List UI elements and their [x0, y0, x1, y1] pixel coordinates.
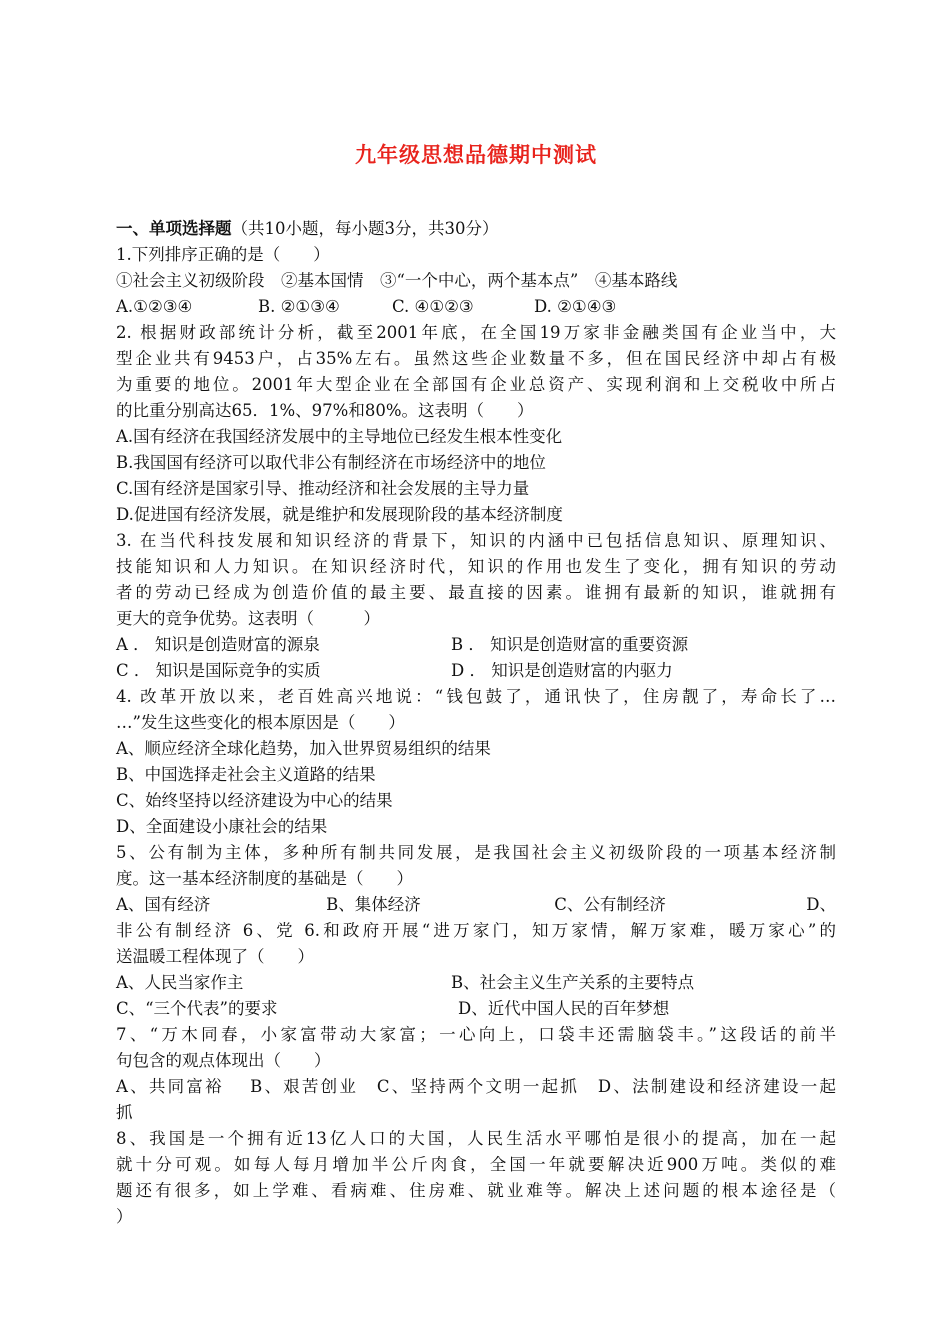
q1-options — [116, 294, 836, 320]
q6-option-d: D、近代中国人民的百年梦想 — [458, 999, 670, 1018]
q3-option-c: C ． 知识是国际竞争的实质 — [116, 661, 321, 680]
q2-line: 型企业共有9453户，占35%左右。虽然这些企业数量不多，但在国民经济中却占有极 — [116, 349, 836, 368]
q4-line: 4. 改革开放以来，老百姓高兴地说：“钱包鼓了，通讯快了，住房靓了，寿命长了… — [116, 687, 836, 706]
section-heading-note: （共10小题，每小题3分，共30分） — [231, 219, 499, 238]
q6-options-row — [116, 970, 836, 996]
q3-line: 更大的竞争优势。这表明（ ） — [116, 609, 380, 628]
q7-options: A、共同富裕 B、艰苦创业 C、坚持两个文明一起抓 D、法制建设和经济建设一起 — [116, 1077, 836, 1096]
q5-line: 5、公有制为主体，多种所有制共同发展，是我国社会主义初级阶段的一项基本经济制 — [116, 843, 836, 862]
q5-line: 度。这一基本经济制度的基础是（ ） — [116, 869, 413, 888]
q5-option-d: D、 — [806, 895, 836, 914]
q4-option-d: D、全面建设小康社会的结果 — [116, 817, 328, 836]
q1-items: ①社会主义初级阶段 ②基本国情 ③“一个中心，两个基本点” ④基本路线 — [116, 271, 678, 290]
q2-option-b: B.我国国有经济可以取代非公有制经济在市场经济中的地位 — [116, 453, 546, 472]
q3-options-row — [116, 658, 836, 684]
q8-line: 题还有很多，如上学难、看病难、住房难、就业难等。解决上述问题的根本途径是（ — [116, 1181, 836, 1200]
exam-content — [116, 216, 836, 1230]
q2-line: 为重要的地位。2001年大型企业在全部国有企业总资产、实现利润和上交税收中所占 — [116, 375, 836, 394]
q5-option-a: A、国有经济 — [116, 895, 211, 914]
exam-title: 九年级思想品德期中测试 — [355, 142, 597, 167]
q1-option-c: C. ④①②③ — [392, 297, 474, 316]
q6-option-b: B、社会主义生产关系的主要特点 — [451, 973, 695, 992]
q7-line: 句包含的观点体现出（ ） — [116, 1051, 331, 1070]
q3-line: 3. 在当代科技发展和知识经济的背景下，知识的内涵中已包括信息知识、原理知识、 — [116, 531, 836, 550]
q7-line: 7、“万木同春，小家富带动大家富；一心向上，口袋丰还需脑袋丰。”这段话的前半 — [116, 1025, 836, 1044]
q3-options-row — [116, 632, 836, 658]
q4-option-b: B、中国选择走社会主义道路的结果 — [116, 765, 376, 784]
q6-options-row — [116, 996, 836, 1022]
q8-line: ） — [116, 1207, 133, 1226]
q1-option-a: A.①②③④ — [116, 297, 193, 316]
q2-line: 的比重分别高达65．1%、97%和80%。这表明（ ） — [116, 401, 534, 420]
q3-option-d: D ． 知识是创造财富的内驱力 — [451, 661, 673, 680]
q3-option-b: B ． 知识是创造财富的重要资源 — [451, 635, 689, 654]
q2-option-d: D.促进国有经济发展，就是维护和发展现阶段的基本经济制度 — [116, 505, 563, 524]
q2-option-c: C.国有经济是国家引导、推动经济和社会发展的主导力量 — [116, 479, 530, 498]
q6-line: 非公有制经济 6、党 6.和政府开展“进万家门，知万家情，解万家难，暖万家心”的 — [116, 921, 836, 940]
q8-line: 8、我国是一个拥有近13亿人口的大国，人民生活水平哪怕是很小的提高，加在一起 — [116, 1129, 836, 1148]
q4-option-c: C、始终坚持以经济建设为中心的结果 — [116, 791, 393, 810]
section-heading-bold: 一、单项选择题 — [116, 219, 232, 238]
q6-option-c: C、“三个代表”的要求 — [116, 999, 278, 1018]
q4-option-a: A、顺应经济全球化趋势，加入世界贸易组织的结果 — [116, 739, 491, 758]
q6-option-a: A、人民当家作主 — [116, 973, 244, 992]
q1-option-b: B. ②①③④ — [258, 297, 340, 316]
q1-option-d: D. ②①④③ — [534, 297, 617, 316]
q3-line: 技能知识和人力知识。在知识经济时代，知识的作用也发生了变化，拥有知识的劳动 — [116, 557, 836, 576]
q6-line: 送温暖工程体现了（ ） — [116, 947, 314, 966]
q8-line: 就十分可观。如每人每月增加半公斤肉食，全国一年就要解决近900万吨。类似的难 — [116, 1155, 836, 1174]
q4-line: …”发生这些变化的根本原因是（ ） — [116, 713, 405, 732]
q1-stem: 1.下列排序正确的是（ ） — [116, 245, 330, 264]
q3-line: 者的劳动已经成为创造价值的最主要、最直接的因素。谁拥有最新的知识，谁就拥有 — [116, 583, 836, 602]
q5-options — [116, 892, 836, 918]
q5-option-c: C、公有制经济 — [554, 895, 666, 914]
q7-line: 抓 — [116, 1103, 133, 1122]
section-heading — [116, 216, 836, 242]
q2-option-a: A.国有经济在我国经济发展中的主导地位已经发生根本性变化 — [116, 427, 563, 446]
q5-option-b: B、集体经济 — [326, 895, 421, 914]
q3-option-a: A ． 知识是创造财富的源泉 — [116, 635, 320, 654]
q2-line: 2. 根据财政部统计分析，截至2001年底，在全国19万家非金融类国有企业当中，大 — [116, 323, 836, 342]
